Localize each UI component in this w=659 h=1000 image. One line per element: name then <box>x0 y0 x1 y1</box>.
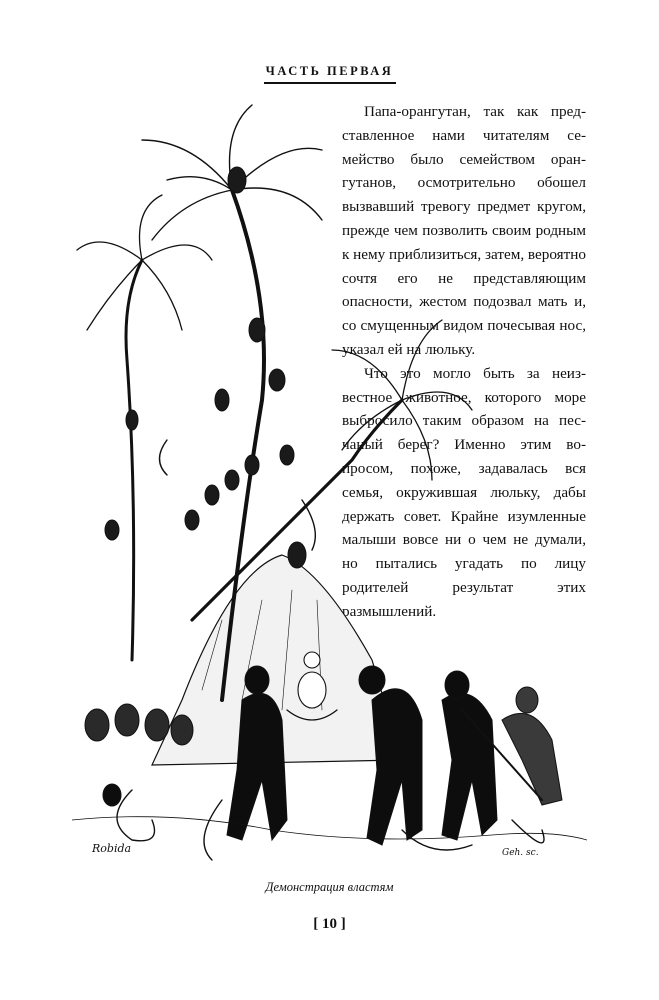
palm-fronds-left <box>77 195 212 330</box>
climbing-monkeys <box>105 167 306 568</box>
running-head-rule <box>264 82 396 84</box>
ground-line <box>72 817 587 840</box>
paragraph-1: Папа-орангутан, так как представленное нами читателям семейство было семейством орангутанов, осмотрительно обошел вызвавший тревогу предмет кругом, прежде чем позволить своим родным к нему приблизиться, затем, вероятно сочтя его не представляющим опасности, жестом подозвал мать и, со смущенным видом почесывая нос, указал ей на люльку. <box>342 103 586 358</box>
engraver-signature-right: Geh. sc. <box>502 848 539 858</box>
running-head: ЧАСТЬ ПЕРВАЯ <box>265 64 394 78</box>
illustration-caption: Демонстрация властям <box>265 880 394 894</box>
page-number: [ 10 ] <box>313 916 346 932</box>
paragraph-2: Что это могло быть за неизвестное животное, которого море выбросило таким образом на песчаный берег? Именно этим вопросом, похоже, задавалась вся семья, окружившая люльку, дабы держать совет. Крайне изумленные малыши вовсе ни о чем не думали, но пытались угадать по лицу родителей результат этих размышлений. <box>342 364 586 620</box>
artist-signature-left: Robida <box>92 842 132 855</box>
palm-trunk-left <box>126 260 142 660</box>
engraving-illustration <box>72 100 587 868</box>
